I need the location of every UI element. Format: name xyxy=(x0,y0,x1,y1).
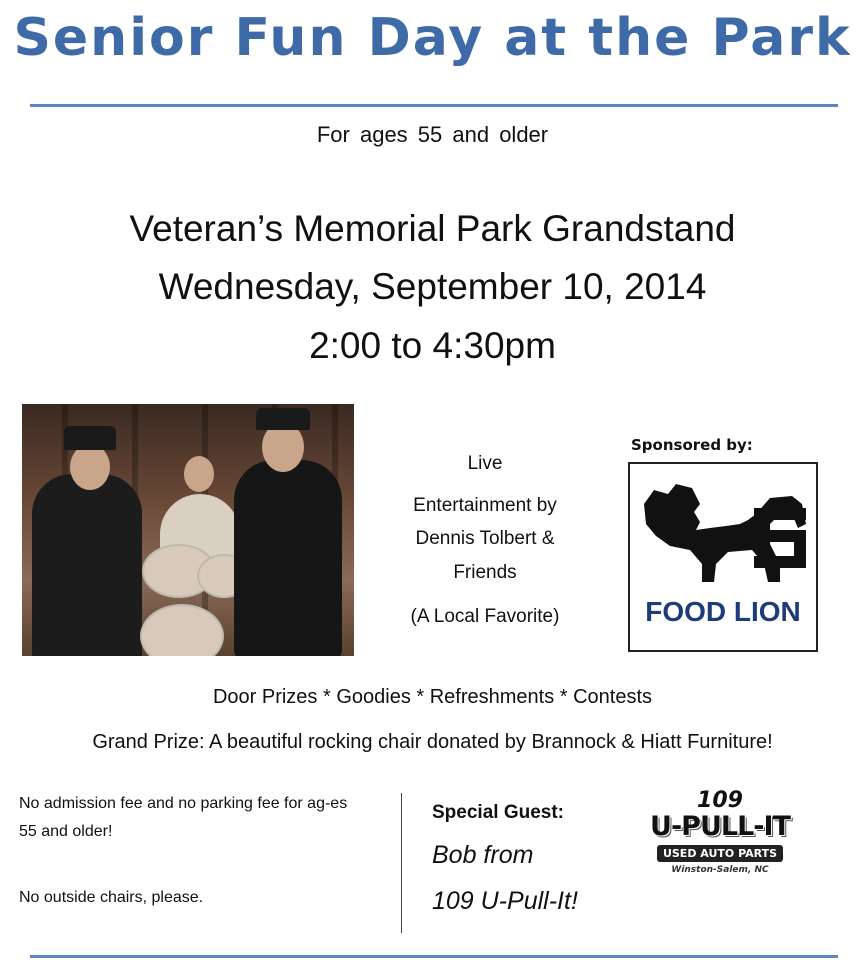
features-line: Door Prizes * Goodies * Refreshments * Contests xyxy=(212,686,653,708)
guest-line-1: Bob from xyxy=(432,841,534,869)
event-time: 2:00 to 4:30pm xyxy=(309,325,556,366)
guest-line-2: 109 U-Pull-It! xyxy=(432,887,578,915)
venue: Veteran’s Memorial Park Grandstand xyxy=(129,208,736,249)
entertainment-line-3: Dennis Tolbert & xyxy=(415,528,555,549)
chairs-note: No outside chairs, please. xyxy=(19,889,204,906)
entertainment-line-2: Entertainment by xyxy=(413,495,557,516)
bottom-divider xyxy=(30,955,838,958)
event-date: Wednesday, September 10, 2014 xyxy=(158,266,707,307)
fee-note: No admission fee and no parking fee for ag-es 55 and older! xyxy=(19,795,348,840)
logo-number: 109 xyxy=(697,788,743,813)
entertainment-note: (A Local Favorite) xyxy=(410,606,560,627)
logo-name: U-PULL-IT xyxy=(650,811,790,842)
flyer-title: Senior Fun Day at the Park xyxy=(13,8,852,68)
entertainment-line-4: Friends xyxy=(453,562,517,583)
entertainment-line-1: Live xyxy=(467,453,503,474)
guest-label: Special Guest: xyxy=(432,802,564,823)
sponsor-name: FOOD LION xyxy=(645,596,801,627)
sponsor-label: Sponsored by: xyxy=(631,436,753,454)
sponsor-logo xyxy=(628,462,818,652)
top-divider xyxy=(30,104,838,107)
logo-tagline: USED AUTO PARTS xyxy=(657,845,783,862)
upullit-logo xyxy=(645,790,795,890)
logo-location: Winston-Salem, NC xyxy=(671,865,769,875)
age-subtitle: For ages 55 and older xyxy=(316,122,549,147)
lion-icon xyxy=(630,464,816,594)
grand-prize: Grand Prize: A beautiful rocking chair donated by Brannock & Hiatt Furniture! xyxy=(92,731,773,753)
band-photo xyxy=(22,404,354,656)
vertical-divider xyxy=(401,793,402,933)
